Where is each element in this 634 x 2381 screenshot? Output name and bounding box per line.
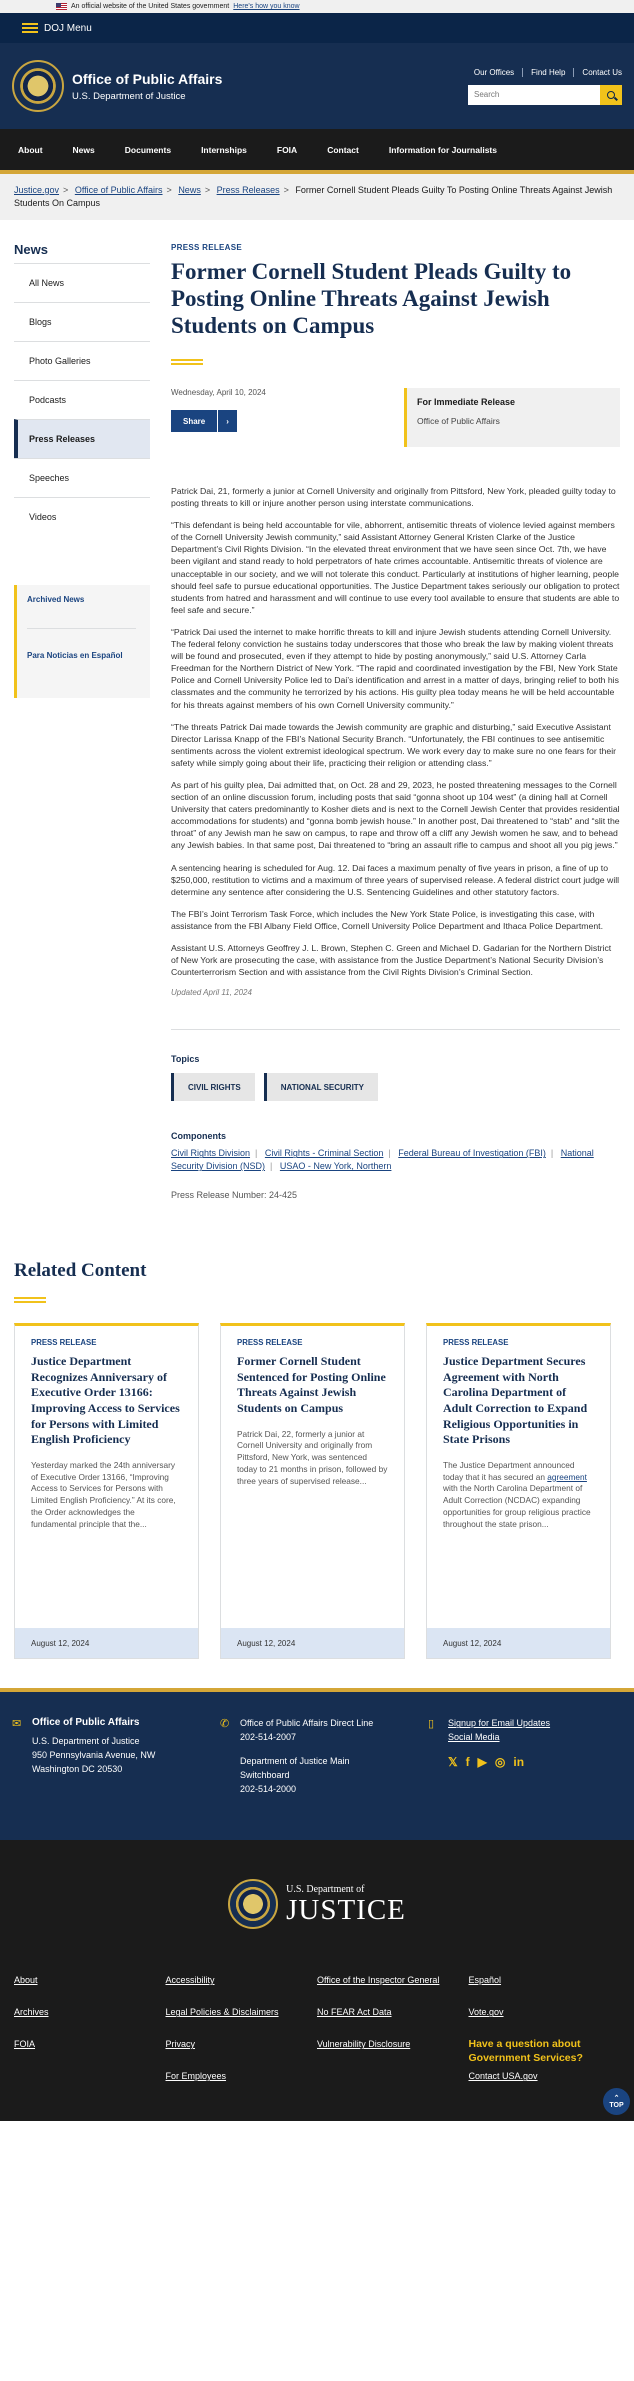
- footer-foia-link[interactable]: FOIA: [14, 2039, 36, 2050]
- component-nsd[interactable]: National Security Division (NSD): [171, 1148, 594, 1172]
- search-button[interactable]: [600, 85, 622, 105]
- site-title: Office of Public Affairs: [72, 70, 223, 87]
- switchboard-label: Department of Justice Main Switchboard: [240, 1756, 350, 1781]
- nav-about[interactable]: About: [18, 144, 43, 155]
- article-date: Wednesday, April 10, 2024: [171, 388, 266, 397]
- main-nav: [0, 129, 634, 174]
- footer-employees-link[interactable]: For Employees: [165, 2071, 227, 2082]
- footer-logo-bottom: JUSTICE: [286, 1893, 406, 1926]
- breadcrumb-press-releases[interactable]: Press Releases: [216, 185, 280, 195]
- site-header: [0, 43, 634, 129]
- nav-documents[interactable]: Documents: [124, 144, 172, 155]
- article-paragraph: “This defendant is being held accountable for vile, abhorrent, antisemitic threats of violence levied against members of the Cornell University Jewish community,” said Assistant Attorney General Kristen Clarke of the Justice Department’s Civil Rights Division. “In the elevated threat environment that we have seen since Oct. 7th, we have been vigilant and stand ready to hold perpetrators of hate crimes accountable. Antisemitic threats of violence are unacceptable in our society, and we will not tolerate this conduct. Particularly at institutions of higher learning, people should feel safe to pursue educational opportunities. The Justice Department takes seriously our obligation to protect students from hatred and harassment and will continue to use every tool available to ensure that students are able to feel safe and secure.”: [171, 520, 620, 615]
- footer-about-link[interactable]: About: [14, 1975, 38, 1986]
- chevron-right-icon: ›: [217, 410, 237, 432]
- article-body: [171, 485, 620, 978]
- gov-banner: [0, 0, 634, 13]
- nav-internships[interactable]: Internships: [201, 144, 247, 155]
- component-fbi[interactable]: Federal Bureau of Investigation (FBI): [398, 1148, 546, 1159]
- related-card[interactable]: [220, 1323, 405, 1659]
- chevron-up-icon: ⌃: [613, 2094, 620, 2102]
- page-title: Former Cornell Student Pleads Guilty to Posting Online Threats Against Jewish Students on Campus: [171, 259, 572, 338]
- card-title[interactable]: Justice Department Recognizes Anniversary of Executive Order 13166: Improving Access to Services for Persons with Limited English Proficiency: [31, 1354, 180, 1447]
- related-card[interactable]: [426, 1323, 611, 1659]
- search-form: [468, 85, 622, 105]
- envelope-icon: ✉: [12, 1718, 22, 1731]
- footer-address: 950 Pennsylvania Avenue, NW: [32, 1750, 156, 1761]
- related-content: [0, 1200, 634, 1659]
- footer-office-title: Office of Public Affairs: [32, 1717, 140, 1729]
- back-to-top-button[interactable]: [603, 2088, 630, 2115]
- instagram-icon[interactable]: ◎: [494, 1755, 506, 1770]
- breadcrumb: Justice.gov > Office of Public Affairs > News > Press Releases > Former Cornell Student Pleads Guilty To Posting Online Threats Against Jewish Students On Campus: [0, 174, 634, 220]
- sidebar-item-podcasts[interactable]: Podcasts: [14, 380, 150, 419]
- direct-line-label: Office of Public Affairs Direct Line: [240, 1718, 374, 1729]
- press-release-number: Press Release Number: 24-425: [171, 1190, 298, 1201]
- hamburger-icon: [22, 23, 38, 33]
- nav-journalists[interactable]: Information for Journalists: [388, 144, 497, 155]
- card-date: August 12, 2024: [427, 1628, 610, 1658]
- sidebar-item-speeches[interactable]: Speeches: [14, 458, 150, 497]
- article: PRESS RELEASE Former Cornell Student Pleads Guilty to Posting Online Threats Against Jewish Students on Campus Wednesday, April 10, 2024 Share › For Immediate Release Office of Public Affairs Patrick Dai, 21, formerly a junior at Cornell University and originally from Pittsford, New York, pleaded guilty today to posting threats to kill or injure another person using interstate communications. “This defendant is being held accountable for vile, abhorrent, antisemitic threats of violence levied against members of the Cornell University Jewish community,” said Assistant Attorney General Kristen Clarke of the Justice Department’s Civil Rights Division. “In the elevated threat environment that we have seen since Oct. 7th, we have been vigilant and stand ready to hold perpetrators of hate crimes accountable. Antisemitic threats of violence are unacceptable in our society, and we will not tolerate this conduct. Particularly at institutions of higher learning, people should feel safe to pursue educational opportunities. The Justice Department takes seriously our obligation to protect students from hatred and harassment and will continue to use every tool available to ensure that students are able to feel safe and secure.” “Patrick Dai used the internet to make horrific threats to kill and injure Jewish students attending Cornell University. The federal felony conviction he sustains today underscores that those who break the law by making violent threats will be found and prosecuted, even if they attempt to hide by posting anonymously,” said U.S. Attorney Carla Freedman for the Northern District of New York. “The rapid and coordinated investigation by the FBI, New York State Police and Cornell University Police led to Dai’s identification and arrest in a matter of days, bringing relief to both his classmates and the community he terrorized by his actions. His guilty plea today means he will be held accountable for his threats against members of his own Cornell University community.” “The threats Patrick Dai made towards the Jewish community are graphic and disturbing,” said Executive Assistant Director Larissa Knapp of the FBI’s National Security Branch. “Unfortunately, the FBI continues to see antisemitic sentiments across the violent extremist ideological spectrum. We work every day to make sure no one fears for their safety while simply going about their life, practicing their religion or attending class.” As part of his guilty plea, Dai admitted that, on Oct. 28 and 29, 2023, he posted threatening messages to the Cornell section of an online discussion forum, including posts that said “gonna shoot up 104 west” (a dining hall at Cornell University that caters predominantly to Kosher diets and is next to the Cornell Jewish Center that provides residential accommodations for students) and “gonna bomb jewish house.” In another post, Dai threatened to “stab” and “slit the throat” of any Jewish man he saw on campus, to rape and throw off a cliff any Jewish women he saw, and to behead any Jewish babies. In that same post, Dai threatened to “bring an assault rifle to campus and shoot all you pig jews.” A sentencing hearing is scheduled for Aug. 12. Dai faces a maximum penalty of five years in prison, a fine of up to $250,000, restitution to victims and a maximum of three years of supervised release. A federal district court judge will determine any sentence after considering the U.S. Sentencing Guidelines and other statutory factors. The FBI’s Joint Terrorism Task Force, which includes the New York State Police, is investigating this case, with assistance from the FBI Albany Field Office, Cornell University Police Department and Ithaca Police Department. Assistant U.S. Attorneys Geoffrey J. L. Brown, Stephen C. Green and Michael D. Gadarian for the Northern District of New York are prosecuting the case, with assistance from the Justice Department’s National Security Division’s Counterterrorism Section and with assistance from the Civil Rights Division’s Criminal Section. Updated April 11, 2024 Topics CIVIL RIGHTS NATIONAL SECURITY Components Civil Rights Division | Civil Rights - Criminal Section | Federal Bureau of Investigation (FBI) | National Security Division (NSD) | USAO - New York, Northern Press Release Number: 24-425: [171, 243, 620, 1201]
- footer-inspector-general-link[interactable]: Office of the Inspector General: [317, 1975, 440, 1986]
- footer-no-fear-link[interactable]: No FEAR Act Data: [317, 2007, 392, 2018]
- title-divider: [171, 359, 203, 365]
- facebook-icon[interactable]: f: [465, 1755, 470, 1770]
- youtube-icon[interactable]: ▶: [477, 1755, 487, 1770]
- footer-address: Washington DC 20530: [32, 1764, 123, 1775]
- footer-contact-usa-link[interactable]: Contact USA.gov: [468, 2071, 538, 2082]
- footer-espanol-link[interactable]: Español: [468, 1975, 502, 1986]
- sidebar-item-photo-galleries[interactable]: Photo Galleries: [14, 341, 150, 380]
- article-paragraph: “The threats Patrick Dai made towards the Jewish community are graphic and disturbing,” said Executive Assistant Director Larissa Knapp of the FBI’s National Security Branch. “Unfortunately, the FBI continues to see antisemitic sentiments across the violent extremist ideological spectrum. We work every day to make sure no one fears for their safety while simply going about their life, practicing their religion or attending class.”: [171, 721, 617, 768]
- find-help-link[interactable]: Find Help: [522, 68, 565, 77]
- site-subtitle: U.S. Department of Justice: [72, 90, 186, 102]
- nav-foia[interactable]: FOIA: [276, 144, 298, 155]
- component-criminal-section[interactable]: Civil Rights - Criminal Section: [264, 1148, 384, 1159]
- article-paragraph: The FBI’s Joint Terrorism Task Force, which includes the New York State Police, is investigating this case, with assistance from the FBI Albany Field Office, Cornell University Police Department and Ithaca Police Department.: [171, 908, 603, 931]
- sidebar-links: [14, 585, 150, 698]
- immediate-release-office: Office of Public Affairs: [417, 416, 500, 426]
- immediate-release-box: [404, 388, 620, 447]
- email-updates-link[interactable]: Signup for Email Updates: [448, 1718, 551, 1729]
- article-paragraph: Patrick Dai, 21, formerly a junior at Cornell University and originally from Pittsford, New York, pleaded guilty today to posting threats to kill or injure another person using interstate communications.: [171, 486, 616, 509]
- footer-privacy-link[interactable]: Privacy: [165, 2039, 196, 2050]
- nav-news[interactable]: News: [72, 144, 95, 155]
- doj-menu-button[interactable]: [0, 13, 634, 43]
- components-label: Components: [171, 1131, 226, 1142]
- sidebar-item-press-releases[interactable]: Press Releases: [14, 419, 150, 458]
- doj-seal-icon: [12, 60, 64, 112]
- search-input[interactable]: Search: [468, 85, 600, 105]
- sidebar: [14, 220, 150, 1200]
- footer-archives-link[interactable]: Archives: [14, 2007, 49, 2018]
- switchboard-number[interactable]: 202-514-2000: [240, 1784, 297, 1795]
- card-kicker: PRESS RELEASE: [31, 1338, 97, 1348]
- direct-line-number[interactable]: 202-514-2007: [240, 1732, 297, 1743]
- footer-links: [0, 1840, 634, 2121]
- heres-how-you-know-link[interactable]: Here's how you know: [233, 3, 300, 10]
- breadcrumb-current: Former Cornell Student Pleads Guilty To Posting Online Threats Against Jewish Students On Campus: [14, 185, 613, 208]
- footer-vote-link[interactable]: Vote.gov: [468, 2007, 504, 2018]
- card-title[interactable]: Former Cornell Student Sentenced for Posting Online Threats Against Jewish Students on Campus: [237, 1354, 386, 1416]
- card-summary: Patrick Dai, 22, formerly a junior at Cornell University and originally from Pittsford, New York, was sentenced today to 21 months in prison, followed by three years of supervised release...: [237, 1428, 388, 1486]
- footer-accessibility-link[interactable]: Accessibility: [165, 1975, 215, 1986]
- brand-logo-link[interactable]: [12, 60, 222, 112]
- doj-seal-icon: [228, 1879, 278, 1929]
- archived-news-link[interactable]: Archived News: [27, 595, 85, 604]
- card-summary: Yesterday marked the 24th anniversary of Executive Order 13166, “Improving Access to Services for Persons with Limited English Proficiency.” At its core, the Order acknowledges the fundamental principle that the...: [31, 1459, 176, 1529]
- component-usao-ny-northern[interactable]: USAO - New York, Northern: [279, 1161, 392, 1172]
- gov-banner-text: An official website of the United States government: [71, 3, 230, 10]
- card-date: August 12, 2024: [15, 1628, 198, 1658]
- footer-logo-top: U.S. Department of: [286, 1883, 365, 1895]
- our-offices-link[interactable]: Our Offices: [473, 67, 515, 77]
- related-title: Related Content: [14, 1260, 147, 1282]
- social-media-label: Social Media: [448, 1732, 500, 1743]
- agreement-link[interactable]: agreement: [547, 1471, 587, 1482]
- mobile-icon: ▯: [428, 1718, 435, 1731]
- article-kicker: PRESS RELEASE: [171, 243, 243, 252]
- breadcrumb-justice[interactable]: Justice.gov: [14, 185, 60, 195]
- related-card[interactable]: [14, 1323, 199, 1659]
- nav-contact[interactable]: Contact: [327, 144, 359, 155]
- sidebar-item-all-news[interactable]: All News: [14, 263, 150, 302]
- us-flag-icon: [56, 3, 67, 10]
- component-civil-rights-division[interactable]: Civil Rights Division: [171, 1148, 251, 1159]
- topic-national-security[interactable]: NATIONAL SECURITY: [264, 1073, 378, 1101]
- topics-label: Topics: [171, 1054, 200, 1065]
- share-label: Share: [183, 416, 206, 426]
- updated-date: Updated April 11, 2024: [171, 988, 252, 998]
- card-summary: The Justice Department announced today that it has secured an agreement with the North Carolina Department of Adult Correction (NCDAC) expanding opportunities for group religious practice throughout the state prison...: [443, 1459, 591, 1529]
- card-title[interactable]: Justice Department Secures Agreement with North Carolina Department of Adult Correction to Expand Religious Opportunities in State Prisons: [443, 1354, 588, 1447]
- sidebar-title: News: [14, 242, 48, 257]
- card-date: August 12, 2024: [221, 1628, 404, 1658]
- sidebar-item-videos[interactable]: Videos: [14, 497, 150, 536]
- card-kicker: PRESS RELEASE: [443, 1338, 509, 1348]
- footer-question: Have a question about Government Services?: [468, 2038, 583, 2065]
- phone-icon: ✆: [220, 1718, 230, 1731]
- footer-contact: [0, 1688, 634, 1840]
- immediate-release-title: For Immediate Release: [417, 397, 516, 407]
- article-paragraph: “Patrick Dai used the internet to make horrific threats to kill and injure Jewish students attending Cornell University. The federal felony conviction he sustains today underscores that those who break the law by making violent threats will be found and prosecuted, even if they attempt to hide by posting anonymously,” said U.S. Attorney Carla Freedman for the Northern District of New York. “The rapid and coordinated investigation by the FBI, New York State Police and Cornell University Police led to Dai’s identification and arrest in a matter of days, bringing relief to both his classmates and the community he terrorized by his actions. His guilty plea today means he will be held accountable for his threats against members of his own Cornell University community.”: [171, 626, 619, 710]
- footer-address: U.S. Department of Justice: [32, 1736, 140, 1747]
- top-label: TOP: [609, 2101, 624, 2109]
- footer-logo[interactable]: [0, 1879, 634, 1929]
- breadcrumb-news[interactable]: News: [178, 185, 201, 195]
- sidebar-item-blogs[interactable]: Blogs: [14, 302, 150, 341]
- linkedin-icon[interactable]: in: [513, 1755, 525, 1770]
- x-icon[interactable]: 𝕏: [448, 1755, 458, 1770]
- search-icon: [607, 91, 615, 99]
- doj-menu-label: DOJ Menu: [44, 22, 92, 34]
- article-paragraph: As part of his guilty plea, Dai admitted that, on Oct. 28 and 29, 2023, he posted threatening messages to the Cornell section of an online discussion forum, including posts that said “gonna shoot up 104 west” (a dining hall at Cornell University that caters predominantly to Kosher diets and is next to the Cornell Jewish Center that provides residential accommodations for students) and “gonna bomb jewish house.” In another post, Dai threatened to “stab” and “slit the throat” of any Jewish man he saw on campus, to rape and throw off a cliff any Jewish women he saw, and to behead any Jewish babies. In that same post, Dai threatened to “bring an assault rifle to campus and shoot all you pig jews.”: [171, 779, 620, 851]
- contact-us-link[interactable]: Contact Us: [573, 68, 622, 77]
- article-paragraph: A sentencing hearing is scheduled for Aug. 12. Dai faces a maximum penalty of five years in prison, a fine of up to $250,000, restitution to victims and a maximum of three years of supervised release. A federal district court judge will determine any sentence after considering the U.S. Sentencing Guidelines and other statutory factors.: [171, 862, 620, 897]
- breadcrumb-opa[interactable]: Office of Public Affairs: [74, 185, 163, 195]
- footer-vulnerability-link[interactable]: Vulnerability Disclosure: [317, 2039, 411, 2050]
- related-divider: [14, 1297, 46, 1303]
- topic-civil-rights[interactable]: CIVIL RIGHTS: [171, 1073, 255, 1101]
- article-paragraph: Assistant U.S. Attorneys Geoffrey J. L. Brown, Stephen C. Green and Michael D. Gadarian for the Northern District of New York are prosecuting the case, with assistance from the Justice Department’s National Security Division’s Counterterrorism Section and with assistance from the Civil Rights Division’s Criminal Section.: [171, 943, 612, 978]
- footer-legal-link[interactable]: Legal Policies & Disclaimers: [165, 2007, 279, 2018]
- share-button[interactable]: [171, 410, 237, 432]
- spanish-news-link[interactable]: Para Noticias en Español: [27, 651, 123, 660]
- card-kicker: PRESS RELEASE: [237, 1338, 303, 1348]
